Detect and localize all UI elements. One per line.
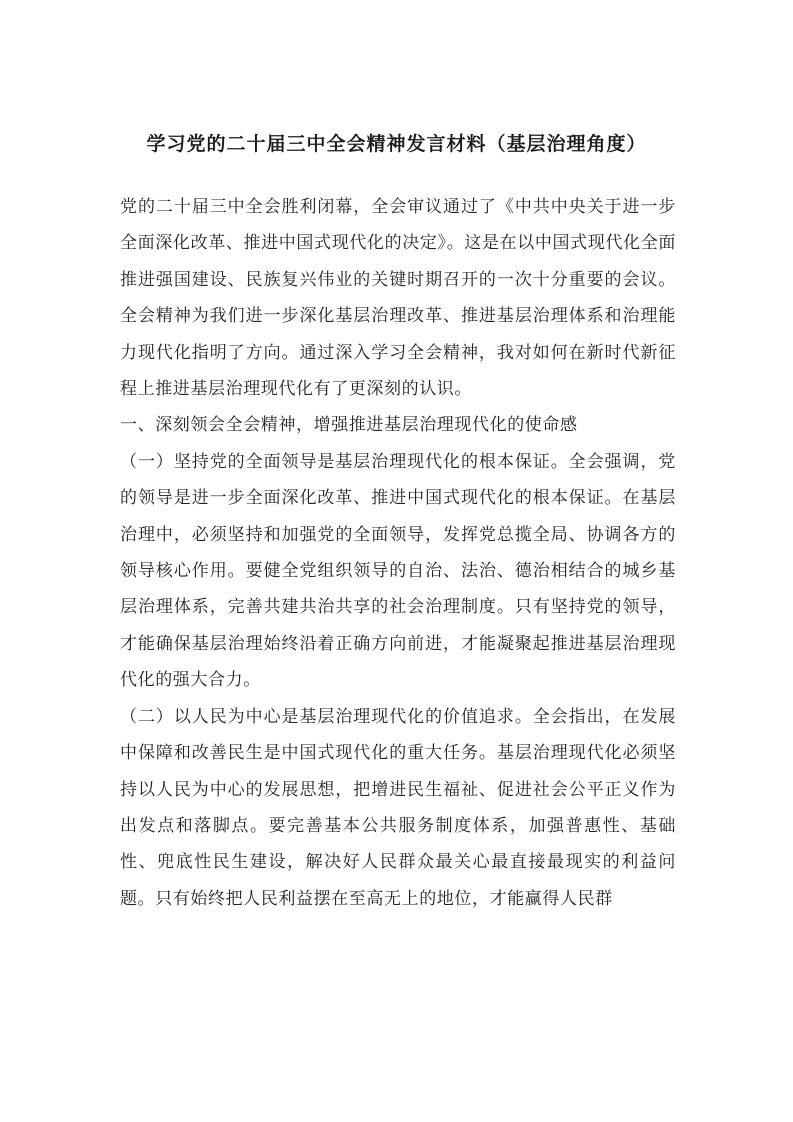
section-heading-1: 一、深刻领会全会精神，增强推进基层治理现代化的使命感: [120, 415, 578, 436]
subsection-paragraph-1: （一）坚持党的全面领导是基层治理现代化的根本保证。全会强调，党的领导是进一步全面深化改革、推进中国式现代化的根本保证。在基层治理中，必须坚持和加强党的全面领导，发挥党总揽全局、协调各方的领导核心作用。要健全党组织领导的自治、法治、德治相结合的城乡基层治理体系，完善共建共治共享的社会治理制度。只有坚持党的领导，才能确保基层治理始终沿着正确方向前进，才能凝聚起推进基层治理现代化的强大合力。: [120, 451, 676, 691]
subsection-paragraph-2: （二）以人民为中心是基层治理现代化的价值追求。全会指出，在发展中保障和改善民生是中国式现代化的重大任务。基层治理现代化必须坚持以人民为中心的发展思想，把增进民生福祉、促进社会公平正义作为出发点和落脚点。要完善基本公共服务制度体系，加强普惠性、基础性、兜底性民生建设，解决好人民群众最关心最直接最现实的利益问题。只有始终把人民利益摆在至高无上的地位，才能赢得人民群: [120, 706, 676, 909]
document-title: 学习党的二十届三中全会精神发言材料（基层治理角度）: [146, 133, 647, 155]
document-body: [120, 189, 676, 917]
intro-paragraph: 党的二十届三中全会胜利闭幕，全会审议通过了《中共中央关于进一步全面深化改革、推进中国式现代化的决定》。这是在以中国式现代化全面推进强国建设、民族复兴伟业的关键时期召开的一次十分重要的会议。全会精神为我们进一步深化基层治理改革、推进基层治理体系和治理能力现代化指明了方向。通过深入学习全会精神，我对如何在新时代新征程上推进基层治理现代化有了更深刻的认识。: [120, 197, 676, 400]
